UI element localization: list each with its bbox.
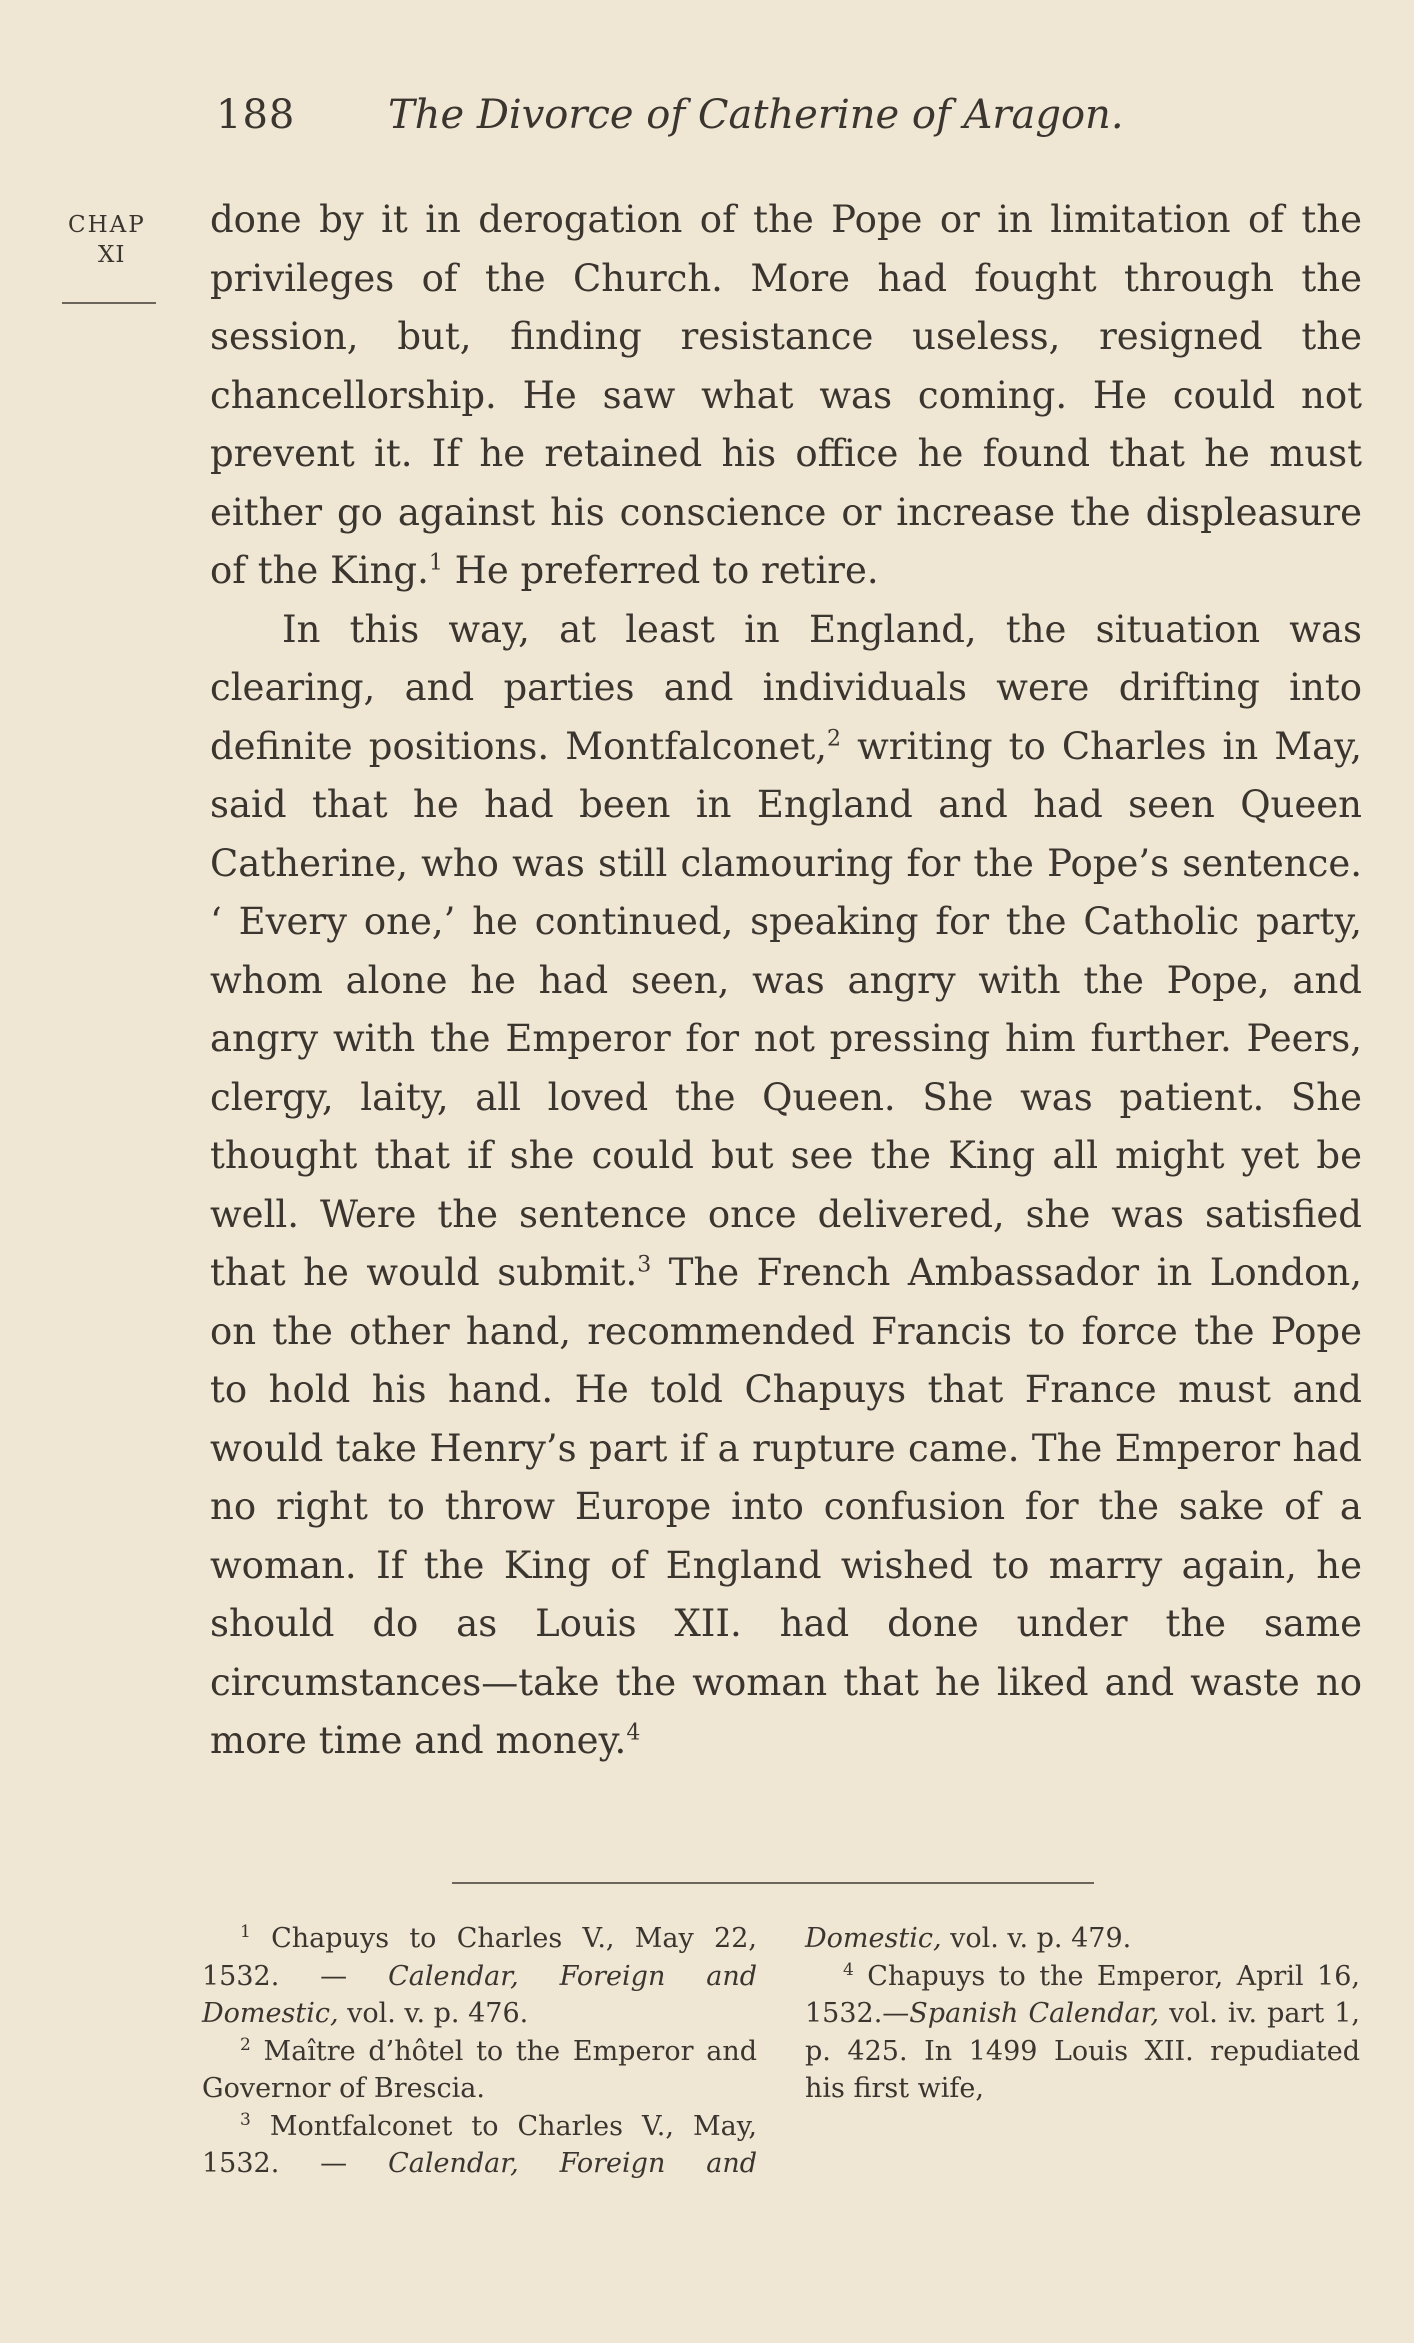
footnote-2-text-a: Maître d’hôtel to the Emperor and Governor of Brescia. <box>202 2035 757 2104</box>
footnote-3-text-a: Montfalconet to Charles V., May, 1532. — <box>202 2110 757 2179</box>
footnote-2-mark: 2 <box>240 2034 251 2055</box>
footnote-ref-3: 3 <box>637 1252 652 1278</box>
footnote-3-title: Calendar, Foreign and Domestic, <box>388 1923 942 2179</box>
paragraph-2-text-1: In this way, at least in England, the situation was clearing, and parties and individuals were drifting into definite positions. Montfalconet, <box>210 607 1362 768</box>
page-number: 188 <box>216 92 296 138</box>
footnote-2 <box>202 2033 757 2108</box>
paragraph-1-text-2: He preferred to retire. <box>442 549 879 592</box>
footnote-4-mark: 4 <box>843 1959 854 1980</box>
paragraph-2-text-2: writing to Charles in May, said that he had been in England and had seen Queen Catherine, who was still clamouring for the Pope’s sentence. ‘ Every one,’ he continued, speaking for the Catholic party, whom alone he had seen, was angry with the Pope, and angry with the Emperor for not pressing him further. Peers, clergy, laity, all loved the Queen. She was patient. She thought that if she could but see the King all might yet be well. Were the sentence once delivered, she was satisfied that he would submit. <box>210 724 1362 1294</box>
paragraph-1 <box>210 191 1362 601</box>
footnote-4 <box>805 1958 1360 2108</box>
footnote-ref-2: 2 <box>827 726 842 752</box>
footnotes <box>202 1920 1360 2183</box>
chapter-number: XI <box>98 242 126 268</box>
footnote-1-title: Calendar, Foreign and Domestic, <box>202 1960 757 2029</box>
paragraph-2-text-3: The French Ambassador in London, on the other hand, recommended Francis to force the Pope to hold his hand. He told Chapuys that France must and would take Henry’s part if a rupture came. The Emperor had no right to throw Europe into confusion for the sake of a woman. If the King of England wished to marry again, he should do as Louis XII. had done under the same circumstances—take the woman that he liked and waste no more time and money. <box>210 1251 1362 1762</box>
footnote-1-text-a: Chapuys to Charles V., May 22, 1532. — <box>202 1923 757 1992</box>
footnote-4-text-c: vol. iv. part 1, p. 425. In 1499 Louis XII. repudiated his first wife, <box>805 1998 1360 2104</box>
paragraph-2 <box>210 601 1362 1771</box>
footnote-1 <box>202 1920 757 2033</box>
footnote-1-mark: 1 <box>240 1922 251 1942</box>
page-header <box>212 92 1172 152</box>
footnote-3-mark: 3 <box>240 2109 251 2130</box>
footnote-ref-1: 1 <box>428 550 443 576</box>
body-text <box>210 191 1362 1771</box>
footnote-4-text-a: Chapuys to the Emperor, April 16, 1532.— <box>805 1960 1360 2029</box>
footnote-4-title: Spanish Calendar, <box>909 1998 1160 2029</box>
chapter-label: CHAP <box>68 212 146 238</box>
footnote-separator <box>452 1882 1094 1884</box>
chapter-rule <box>62 302 156 304</box>
paragraph-1-text-1: done by it in derogation of the Pope or in limitation of the privileges of the Church. More had fought through the session, but, finding resistance useless, resigned the chancellorship. He saw what was coming. He could not prevent it. If he retained his office he found that he must either go against his conscience or increase the displeasure of the King. <box>210 198 1362 592</box>
footnote-1-text-c: vol. v. p. 476. <box>338 1998 529 2029</box>
footnote-3-text-c: vol. v. p. 479. <box>941 1923 1132 1954</box>
running-title: The Divorce of Catherine of Aragon. <box>388 92 1124 138</box>
footnote-ref-4: 4 <box>626 1720 641 1746</box>
